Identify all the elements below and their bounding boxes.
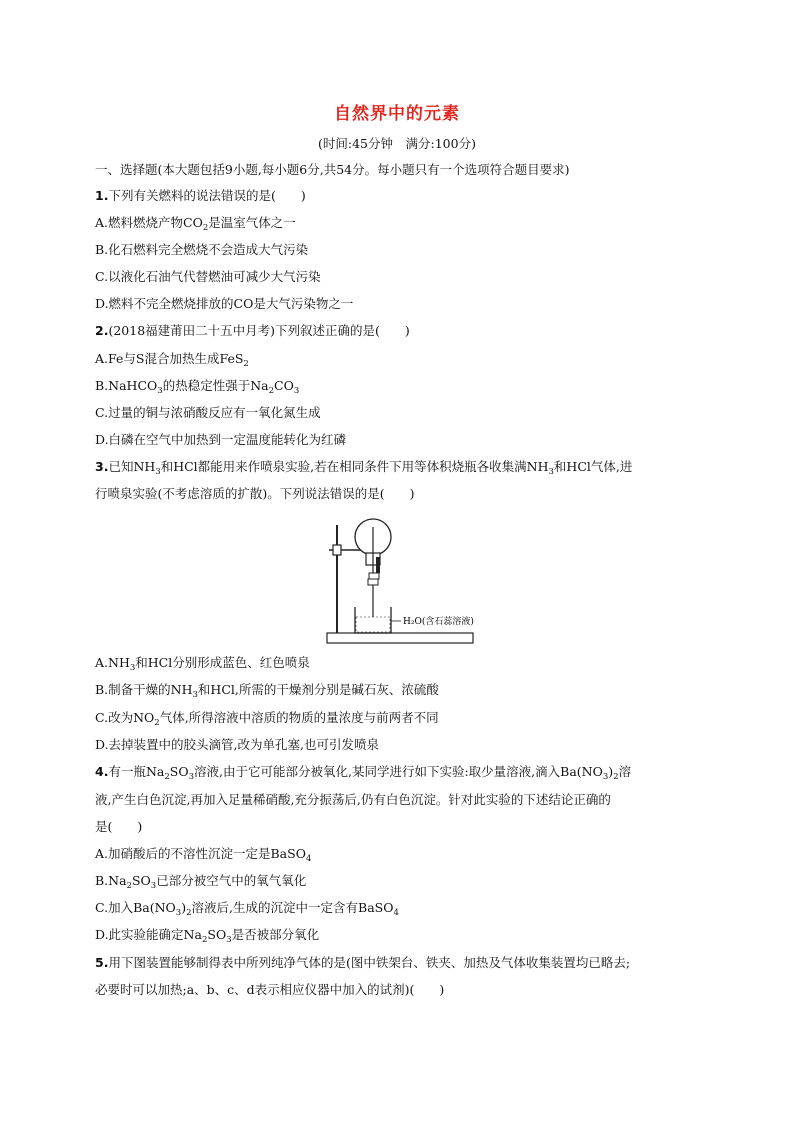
q2-option-b: B.NaHCO$_3$的热稳定性强于$Na_2CO_3$ (95, 378, 300, 396)
q4-option-d: D.此实验能确定$Na_2SO_3$是否被部分氧化 (95, 927, 320, 945)
question-number: 5. (95, 955, 109, 970)
q1-option-c: C.以液化石油气代替燃油可减少大气污染 (95, 269, 321, 284)
page-title: 自然界中的元素 (334, 104, 460, 124)
q2-option-c: C.过量的铜与浓硝酸反应有一氧化氮生成 (95, 405, 321, 420)
q4-option-b: $B.Na_2SO_3$已部分被空气中的氧气氧化 (95, 873, 307, 891)
q2-option-d: D.白磷在空气中加热到一定温度能转化为红磷 (95, 432, 347, 447)
question-5-stem-line2: 必要时可以加热;a、b、c、d表示相应仪器中加入的试剂)( ) (95, 982, 445, 997)
question-3-stem-line2: 行喷泉实验(不考虑溶质的扩散)。下列说法错误的是( ) (95, 486, 415, 501)
question-4-stem-line3: 是( ) (95, 819, 143, 834)
question-number: 2. (95, 323, 109, 338)
section-heading: 一、选择题(本大题包括9小题,每小题6分,共54分。每小题只有一个选项符合题目要求) (95, 162, 570, 177)
question-5-stem-line1: 5.用下图装置能够制得表中所列纯净气体的是(图中铁架台、铁夹、加热及气体收集装置均已略去; (95, 955, 631, 970)
question-2-stem (95, 323, 715, 339)
question-4-stem-line2: 液,产生白色沉淀,再加入足量稀硝酸,充分振荡后,仍有白色沉淀。针对此实验的下述结论正确的 (95, 792, 611, 807)
q3-option-b: B.制备干燥的$NH_3$和HCl,所需的干燥剂分别是碱石灰、浓硫酸 (95, 682, 439, 700)
exam-info: (时间:45分钟 满分:100分) (318, 136, 476, 151)
question-number: 4. (95, 764, 109, 779)
figure-label: H₂O(含石蕊溶液) (403, 617, 474, 627)
question-4-stem-line1: 4.有一瓶$Na_2SO_3$溶液,由于它可能部分被氧化,某同学进行如下实验:取少量溶液,滴入$Ba(NO_3)_2$溶 (95, 764, 632, 782)
q2-option-a: A.Fe与S混合加热生成FeS$_2$ (95, 351, 249, 369)
q1-option-a: A.燃料燃烧产物$CO_2$是温室气体之一 (95, 215, 296, 233)
question-3-stem-line1: 3.已知$NH_3$和HCl都能用来作喷泉实验,若在相同条件下用等体积烧瓶各收集满$NH_3$和HCl气体,进 (95, 459, 633, 477)
q3-option-c: C.改为$NO_2$气体,所得溶液中溶质的物质的量浓度与前两者不同 (95, 710, 439, 728)
stem-text: 下列有关燃料的说法错误的是( ) (108, 188, 306, 203)
fountain-experiment-figure (325, 517, 475, 645)
q1-option-b: B.化石燃料完全燃烧不会造成大气污染 (95, 242, 309, 257)
question-number: 3. (95, 459, 109, 474)
q1-option-d: D.燃料不完全燃烧排放的CO是大气污染物之一 (95, 296, 354, 311)
question-1-stem (95, 188, 715, 204)
stem-text: (2018福建莆田二十五中月考)下列叙述正确的是( ) (108, 323, 410, 338)
q4-option-a: A.加硝酸后的不溶性沉淀一定是BaSO$_4$ (95, 846, 312, 864)
question-number: 1. (95, 188, 109, 203)
q3-option-d: D.去掉装置中的胶头滴管,改为单孔塞,也可引发喷泉 (95, 737, 379, 752)
q3-option-a: $A.NH_3$和HCl分别形成蓝色、红色喷泉 (95, 655, 310, 673)
q4-option-c: C.加入$Ba(NO_3)_2$溶液后,生成的沉淀中一定含有BaSO$_4$ (95, 900, 399, 918)
